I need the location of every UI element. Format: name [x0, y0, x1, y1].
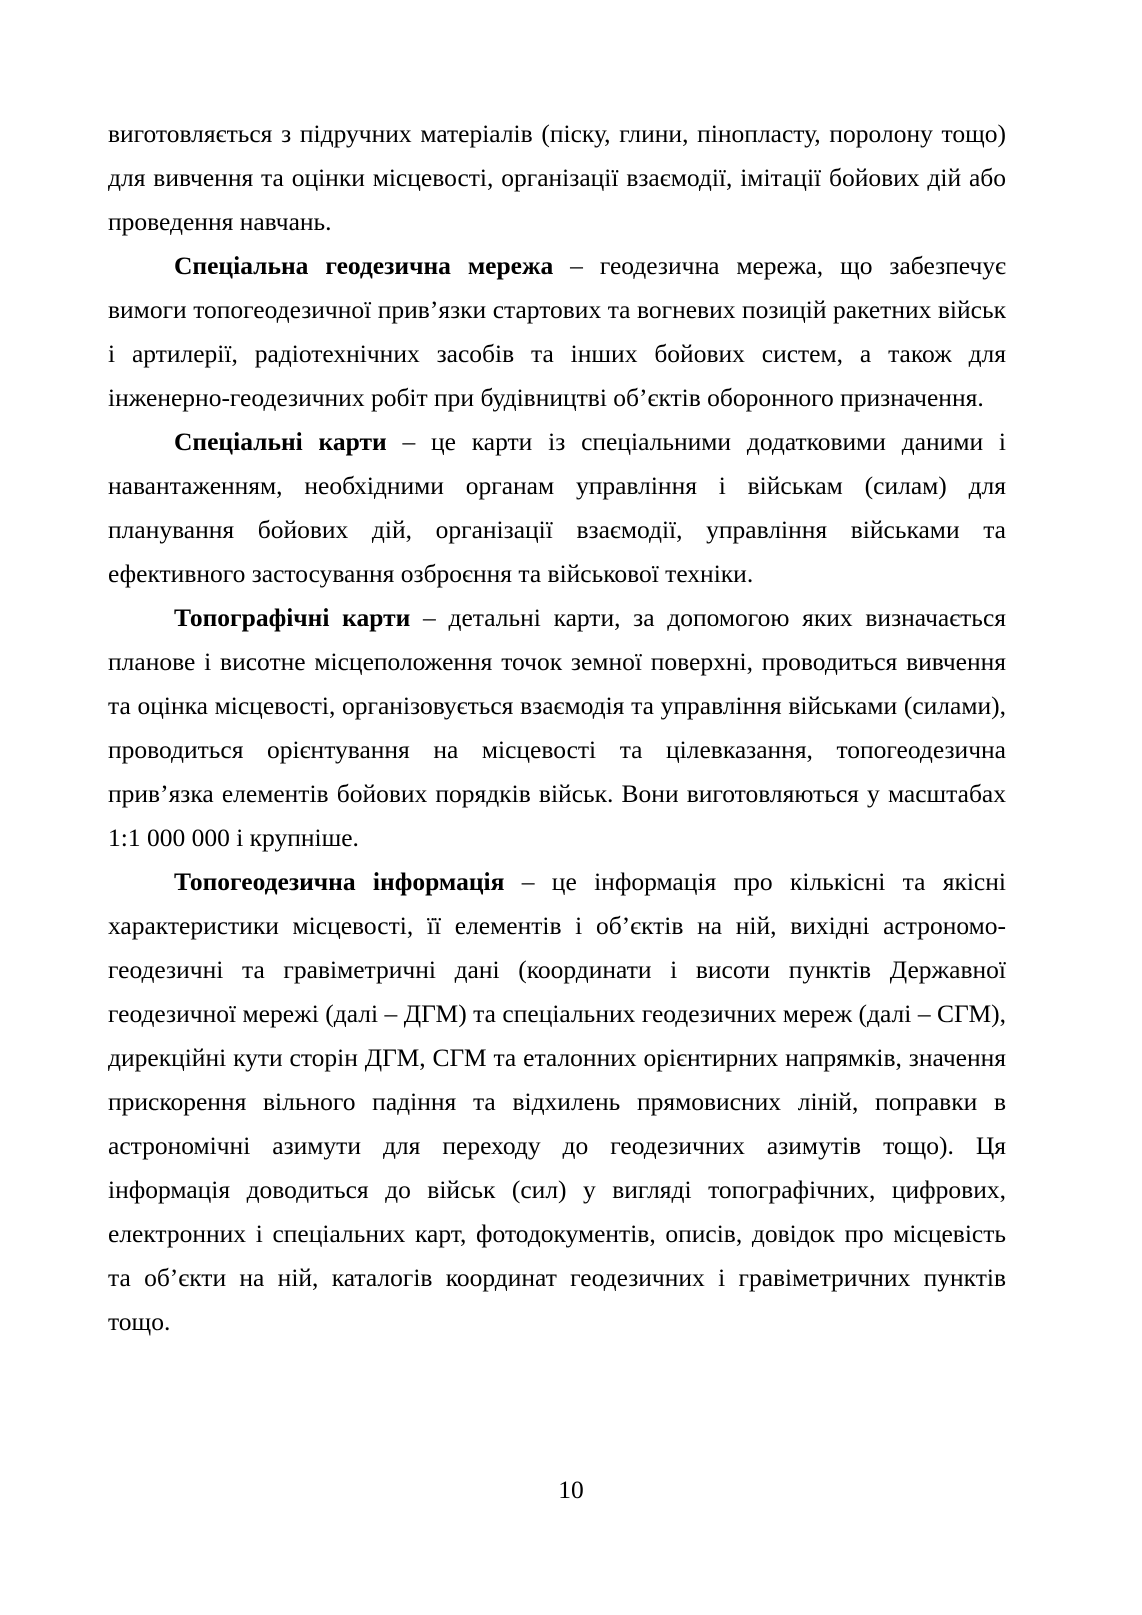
paragraph-2	[108, 244, 1006, 420]
paragraph-5	[108, 860, 1006, 1344]
paragraph-3	[108, 420, 1006, 596]
paragraph-3-text: – це карти із спеціальними додатковими даними і навантаженням, необхідними органам управління і військам (силам) для планування бойових дій, організації взаємодії, управління військами та ефективного застосування озброєння та військової техніки.	[108, 427, 1006, 588]
paragraph-1	[108, 112, 1006, 244]
paragraph-1-text: виготовляється з підручних матеріалів (піску, глини, пінопласту, поролону тощо) для вивчення та оцінки місцевості, організації взаємодії, імітації бойових дій або проведення навчань.	[108, 119, 1006, 236]
paragraph-4	[108, 596, 1006, 860]
page-number: 10	[558, 1475, 584, 1504]
term-topographic-maps: Топографічні карти	[174, 603, 411, 632]
paragraph-5-text: – це інформація про кількісні та якісні характеристики місцевості, її елементів і об’єктів на ній, вихідні астрономо-геодезичні та гравіметричні дані (координати і висоти пунктів Державної геодезичної мережі (далі – ДГМ) та спеціальних геодезичних мереж (далі – СГМ), дирекційні кути сторін ДГМ, СГМ та еталонних орієнтирних напрямків, значення прискорення вільного падіння та відхилень прямовисних ліній, поправки в астрономічні азимути для переходу до геодезичних азимутів тощо). Ця інформація доводиться до військ (сил) у вигляді топографічних, цифрових, електронних і спеціальних карт, фотодокументів, описів, довідок про місцевість та об’єкти на ній, каталогів координат геодезичних і гравіметричних пунктів тощо.	[108, 867, 1006, 1336]
term-special-maps: Спеціальні карти	[174, 427, 387, 456]
term-topogeodetic-information: Топогеодезична інформація	[174, 867, 505, 896]
term-special-geodetic-network: Спеціальна геодезична мережа	[174, 251, 554, 280]
paragraph-4-text: – детальні карти, за допомогою яких визначається планове і висотне місцеположення точок земної поверхні, проводиться вивчення та оцінка місцевості, організовується взаємодія та управління військами (силами), проводиться орієнтування на місцевості та цілевказання, топогеодезична прив’язка елементів бойових порядків військ. Вони виготовляються у масштабах 1:1 000 000 і крупніше.	[108, 603, 1006, 852]
paragraph-2-text: – геодезична мережа, що забезпечує вимоги топогеодезичної прив’язки стартових та вогневих позицій ракетних військ і артилерії, радіотехнічних засобів та інших бойових систем, а також для інженерно-геодезичних робіт при будівництві об’єктів оборонного призначення.	[108, 251, 1006, 412]
page-body	[108, 112, 1006, 1344]
